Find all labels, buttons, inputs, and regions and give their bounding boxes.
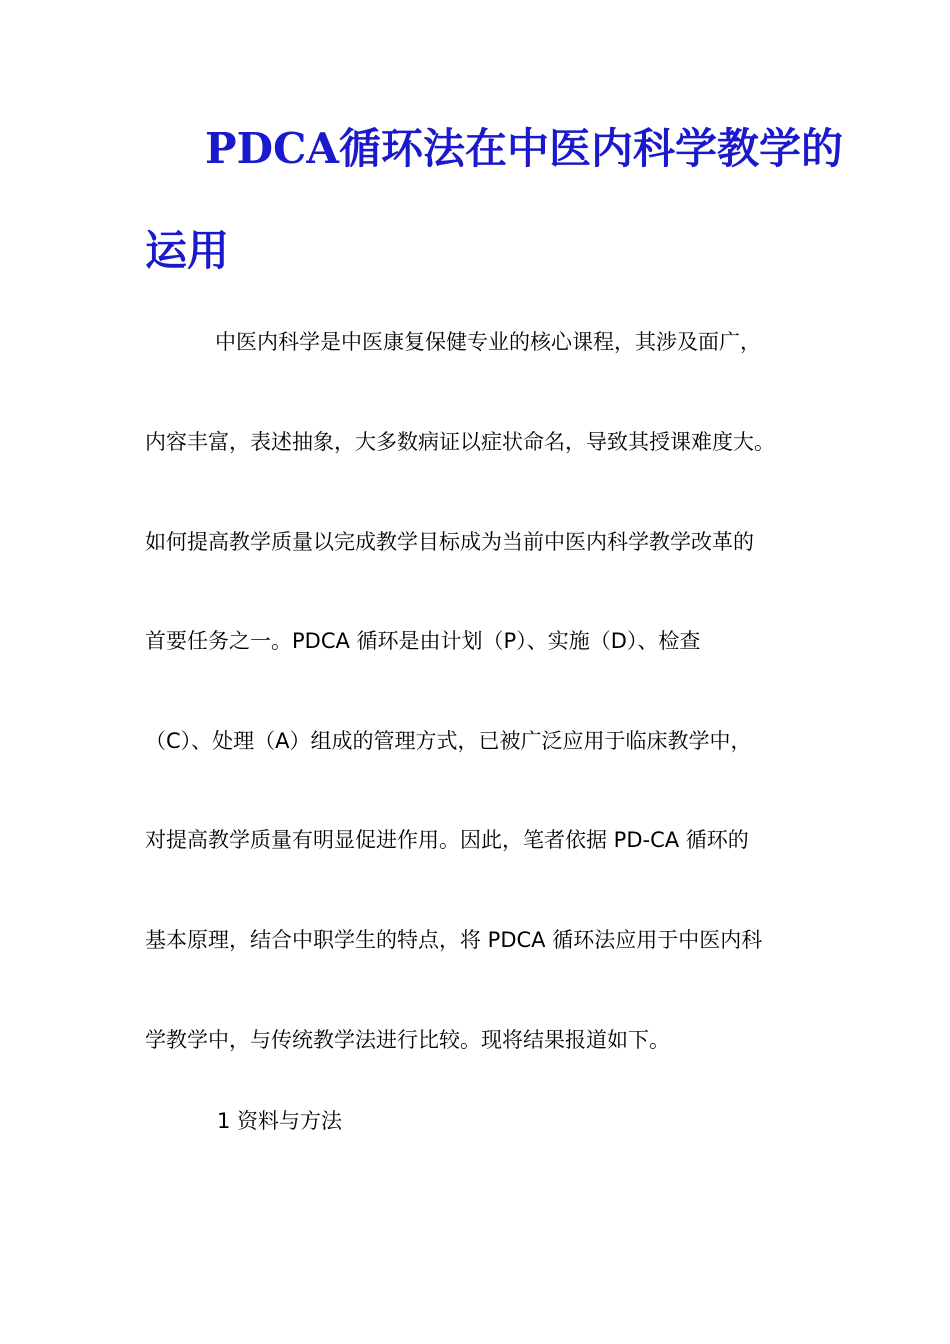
paragraph-line-6: 对提高教学质量有明显促进作用。因此，笔者依据 PD-CA 循环的 [145,828,749,852]
paragraph-line-1: 中医内科学是中医康复保健专业的核心课程，其涉及面广， [215,330,761,354]
paragraph-line-2: 内容丰富，表述抽象，大多数病证以症状命名，导致其授课难度大。 [145,430,775,454]
paragraph-line-7: 基本原理，结合中职学生的特点，将 PDCA 循环法应用于中医内科 [145,928,763,952]
paragraph-line-4: 首要任务之一。PDCA 循环是由计划（P）、实施（D）、检查 [145,629,701,653]
paragraph-line-5: （C）、处理（A）组成的管理方式，已被广泛应用于临床教学中， [145,729,752,753]
paragraph-line-8: 学教学中，与传统教学法进行比较。现将结果报道如下。 [145,1028,670,1052]
document-title-line-2: 运用 [145,226,230,275]
section-heading: 1 资料与方法 [217,1109,343,1133]
paragraph-line-3: 如何提高教学质量以完成教学目标成为当前中医内科学教学改革的 [145,530,754,554]
document-title-line-1: PDCA循环法在中医内科学教学的 [205,124,844,173]
